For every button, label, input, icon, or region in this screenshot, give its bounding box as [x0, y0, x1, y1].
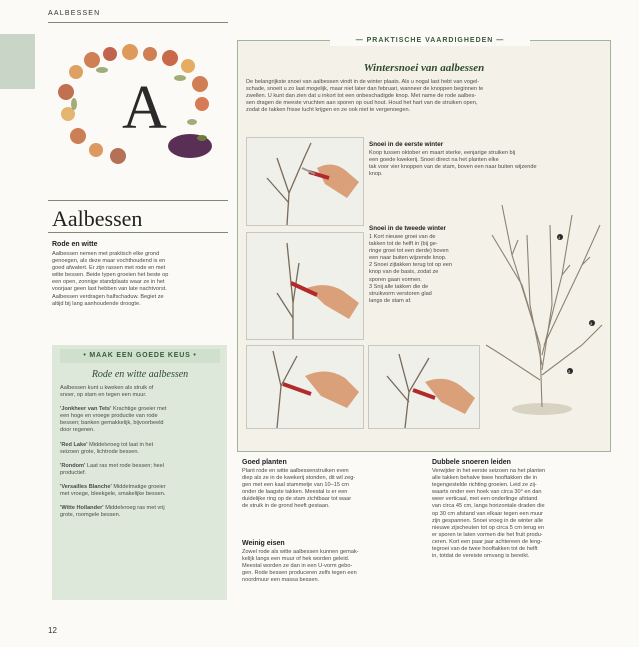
variety-text: bessen; banken gemakkelijk, bijvoorbeeld: [60, 420, 164, 427]
variety-name: 'Versailles Blanche': [60, 483, 112, 490]
skills-label: — PRAKTISCHE VAARDIGHEDEN —: [330, 36, 530, 46]
variety-text: door regenen.: [60, 427, 95, 434]
intro-line: goed afwatert. Er zijn rassen met rode en met: [52, 265, 166, 272]
step2-line: een naar buiten wijzende knop.: [369, 255, 447, 262]
decorative-initial: [52, 42, 222, 170]
skills-intro-line: De belangrijkste snoei van aalbessen vindt in de winter plaats. Als u nogal last hebt van vogel-: [246, 79, 480, 85]
step2-line: langs de stam af.: [369, 297, 412, 304]
column2-line: Verwijder in het eerste seizoen na het planten: [432, 468, 546, 474]
fruit-wreath-illustration: [52, 42, 222, 170]
variety-name: 'Witte Hollander': [60, 505, 104, 512]
column2-line: in, totdat de vereiste omvang is bereikt.: [432, 553, 530, 560]
photo-second-winter-2: [246, 345, 364, 429]
photo-second-winter-1: [246, 232, 364, 340]
variety-text: grote, roomgele bessen.: [60, 512, 121, 519]
photo-first-winter: [246, 137, 364, 226]
column2-line: alle takken behalve twee hooftakken die in: [432, 475, 538, 482]
column1-line: gen. Rode bessen produceren zelfs tegen een: [242, 570, 357, 577]
intro-line: Aalbessen nemen met praktisch elke grond: [52, 251, 160, 257]
step1-line: knop.: [369, 171, 383, 178]
column2-line: tegengestelde richting groeien. Leid ze zij-: [432, 482, 537, 489]
column1-line: diep als ze in de kwekerij stonden, dit wil zeg-: [242, 475, 356, 482]
skills-intro-line: zwellen. U kunt dan zien dat u inkort tot een onbeschadigde knop. Met name de rode aalbes-: [246, 93, 477, 100]
skills-intro-line: zodat de takken frisse lucht krijgen en ze ook niet te vergenoegen.: [246, 107, 411, 114]
column2-line: ceren. Kort een paar jaar achtereen de leng-: [432, 538, 543, 545]
step1-line: een goede kwekerij. Snoei direct na het planten elke: [369, 157, 499, 164]
column2-line: er sporen te laten vormen die het fruit produ-: [432, 531, 543, 538]
column1-body: [242, 468, 422, 511]
variety-entry: [60, 406, 222, 434]
variety-name: 'Jonkheer van Tets': [60, 406, 112, 413]
column1-line: Plant rode en witte aalbessenstruiken even: [242, 468, 349, 474]
variety-text: Middelvroeg tot laat in het: [89, 441, 154, 448]
step2-heading: Snoei in de tweede winter: [369, 225, 446, 232]
chapter-tab: [0, 34, 35, 89]
intro-line: Aalbessen verdragen halfschaduw. Begiet ze: [52, 293, 164, 300]
step1-line: tak voor vier knoppen van de stam, boven een naar buiten wijzende: [369, 164, 537, 171]
variety-text: een hoge en vroege productie van rode: [60, 413, 158, 420]
choice-intro-line: snoer, op stam en tegen een muur.: [60, 392, 147, 399]
marker-label: 3: [590, 321, 593, 326]
column2-line: op 30 cm afstand van elkaar tegen een muur: [432, 510, 544, 517]
step2-line: ringe groei tot een derde) boven: [369, 248, 449, 255]
page-title: Aalbessen: [52, 206, 143, 231]
column1-line: onder de laagste takken. Meestal is er een: [242, 489, 348, 496]
column2-line: waarts onder een hoek van circa 30° en dan: [432, 489, 542, 496]
column2-line: zijn gespannen. Snoei vroeg in de winter alle: [432, 517, 544, 524]
variety-text: Laat ras met rode bessen; heel: [86, 462, 165, 469]
column1-body2: [242, 549, 422, 584]
header-rule: [48, 22, 228, 23]
variety-text: Krachtige groeier met: [112, 406, 167, 413]
variety-name: 'Rondom': [60, 462, 86, 469]
step2-body: [369, 234, 479, 305]
marker-label: 3: [568, 369, 571, 374]
skills-intro-line: schade, snoeit u zo laat mogelijk, maar niet later dan februari, wanneer de knoppen beginnen te: [246, 86, 484, 93]
variety-name: 'Red Lake': [60, 441, 88, 448]
variety-entry: [60, 484, 222, 498]
initial-letter: A: [122, 74, 167, 142]
column1-line: de struik in de grond heeft gestaan.: [242, 503, 330, 510]
marker-label: 1: [558, 235, 561, 240]
column1-heading2: Weinig eisen: [242, 540, 285, 547]
skills-title: Wintersnoei van aalbessen: [363, 62, 485, 74]
title-rule-top: [48, 200, 228, 201]
intro-line: altijd bij lang aanhoudende droogte.: [52, 300, 141, 307]
intro-body: [52, 251, 228, 308]
column2-heading: Dubbele snoeren leiden: [432, 459, 511, 466]
column2-body: [432, 468, 610, 560]
page-number: 12: [48, 626, 57, 635]
column2-line: weer verticaal, met een onderlinge afstand: [432, 496, 538, 503]
column1-heading: Goed planten: [242, 459, 287, 466]
step2-line: 2 Snoei zijtakken terug tot op een: [369, 262, 453, 269]
variety-text: Middelvroeg ras met vrij: [105, 505, 165, 512]
choice-box-body: [60, 385, 222, 519]
step1-line: Koop tussen oktober en maart sterke, eenjarige struiken bij: [369, 150, 516, 156]
bush-illustration: [482, 195, 606, 420]
intro-line: voorjaar geen last hebben van late nachtvorst.: [52, 286, 167, 293]
intro-line: witte bessen. Beide typen groeien het beste op: [52, 272, 169, 279]
choice-intro-line: Aalbessen kunt u kweken als struik of: [60, 385, 154, 391]
column1-line: Meestal worden ze dan in een U-vorm gebo-: [242, 563, 353, 570]
variety-entry: [60, 505, 222, 519]
variety-entry: [60, 442, 222, 456]
skills-intro-line: sen dragen de meeste vruchten aan sporen op oud hout. Houd het hart van de struiken open,: [246, 100, 478, 107]
section-heading: Rode en witte: [52, 241, 98, 248]
column1-line: Zowel rode als witte aalbessen kunnen gemak-: [242, 549, 359, 555]
column2-line: nieuwe zijscheuten tot op circa 5 cm terug en: [432, 524, 544, 531]
step2-line: takken tot de helft in (bij ge-: [369, 241, 438, 248]
step2-line: sporen gaan vormen.: [369, 276, 422, 283]
step2-line: knop van de basis, zodat ze: [369, 269, 439, 276]
variety-text: productief.: [60, 469, 87, 476]
intro-line: een open, zonnige standplaats waar ze in het: [52, 279, 165, 286]
photo-second-winter-3: [368, 345, 480, 429]
variety-text: met vroege, bleekgele, smakelijke bessen.: [60, 491, 166, 498]
choice-box-label: • MAAK EEN GOEDE KEUS •: [60, 349, 220, 363]
intro-line: genoegen, als deze maar vochthoudend is en: [52, 258, 166, 265]
step2-line: 3 Snij alle takken die de: [369, 283, 429, 290]
skills-intro: [246, 79, 602, 114]
column1-line: kelijk langs een muur of hek worden geleid.: [242, 556, 350, 563]
title-rule-bottom: [48, 232, 228, 233]
column1-line: duidelijke ring op de stam zichtbaar tot waar: [242, 496, 352, 503]
step1-heading: Snoei in de eerste winter: [369, 141, 444, 148]
running-title: AALBESSEN: [48, 10, 101, 17]
column1-line: gen met een kaal stammetje van 10–15 cm: [242, 482, 349, 489]
column1-line: noordmuur een massa bessen.: [242, 577, 320, 584]
step1-body: [369, 150, 604, 178]
step2-line: 1 Kort nieuwe groei van de: [369, 234, 436, 240]
variety-text: Middelmatige groeier: [113, 483, 166, 490]
column2-line: van circa 45 cm, langs horizontale draden die: [432, 503, 545, 510]
variety-text: seizoen grote, lichtrode bessen.: [60, 448, 139, 455]
variety-entry: [60, 463, 222, 477]
choice-box-title: Rode en witte aalbessen: [91, 369, 189, 380]
step2-line: struikvorm verstoren glad: [369, 290, 432, 297]
column2-line: tegroei van de twee hooftakken tot de helft: [432, 546, 538, 553]
